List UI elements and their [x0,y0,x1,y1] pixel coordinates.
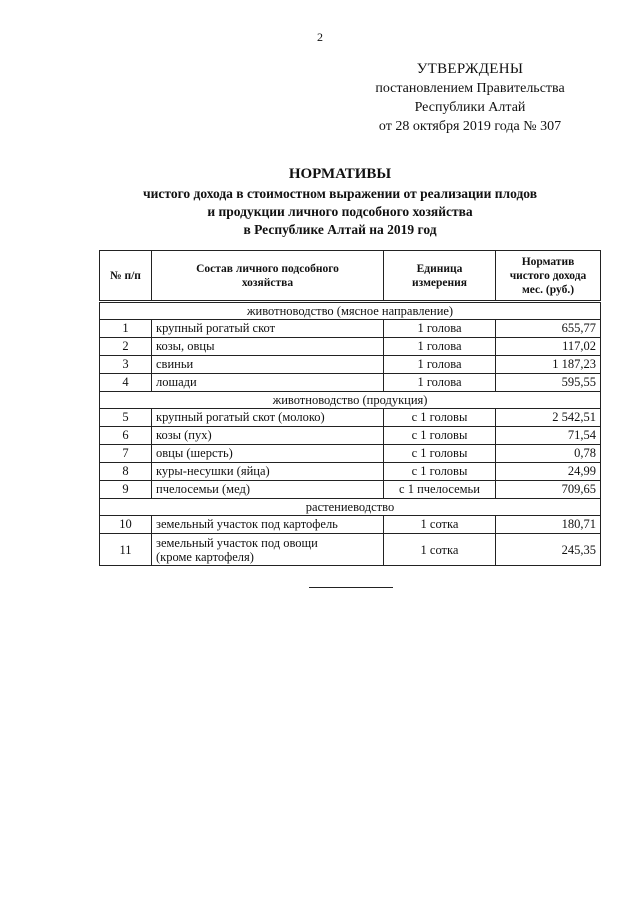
norms-table [99,250,601,566]
row-unit: с 1 головы [384,409,496,427]
header-value-line-1: Норматив [521,255,575,268]
header-value [496,251,601,302]
table-row [100,534,601,566]
end-divider [309,587,393,588]
document-subtitle-line-1: чистого дохода в стоимостном выражении от реализации плодов [142,186,537,201]
approval-line-3: от 28 октября 2019 года № 307 [378,119,562,134]
row-unit: 1 сотка [384,516,496,534]
section-row [100,392,601,409]
table-row [100,356,601,374]
row-name: пчелосемьи (мед) [152,481,384,499]
table-row [100,463,601,481]
row-value: 0,78 [496,445,601,463]
row-value: 2 542,51 [496,409,601,427]
table-header-row [100,251,601,302]
row-value: 595,55 [496,374,601,392]
row-num: 10 [100,516,152,534]
table-row [100,374,601,392]
row-name: овцы (шерсть) [152,445,384,463]
header-name-line-1: Состав личного подсобного [196,262,339,275]
row-unit: 1 голова [384,356,496,374]
document-heading [60,165,620,239]
page-number: 2 [317,30,323,44]
row-unit: 1 сотка [384,534,496,566]
row-num: 9 [100,481,152,499]
section-row [100,302,601,320]
row-num: 5 [100,409,152,427]
approval-line-1: постановлением Правительства [375,81,565,96]
section-title: растениеводство [100,499,601,516]
row-num: 11 [100,534,152,566]
row-name [152,534,384,566]
row-num: 4 [100,374,152,392]
row-name-line-1: земельный участок под овощи [156,535,318,550]
row-num: 3 [100,356,152,374]
header-value-line-3: мес. (руб.) [521,283,575,296]
document-title: НОРМАТИВЫ [288,166,392,182]
row-num: 2 [100,338,152,356]
header-unit-line-2: измерения [412,276,467,289]
header-num: № п/п [100,251,152,302]
row-unit: с 1 головы [384,445,496,463]
table-row [100,445,601,463]
row-unit: с 1 головы [384,463,496,481]
table-row [100,427,601,445]
table-row [100,481,601,499]
row-name: козы, овцы [152,338,384,356]
header-value-line-2: чистого дохода [509,269,587,282]
row-value: 180,71 [496,516,601,534]
row-num: 8 [100,463,152,481]
row-value: 655,77 [496,320,601,338]
row-name: козы (пух) [152,427,384,445]
table-row [100,320,601,338]
row-value: 71,54 [496,427,601,445]
header-unit-line-1: Единица [416,262,463,275]
table-row [100,516,601,534]
section-title: животноводство (мясное направление) [100,302,601,320]
header-unit [384,251,496,302]
row-unit: 1 голова [384,338,496,356]
table-row [100,338,601,356]
approval-title: УТВЕРЖДЕНЫ [416,61,524,77]
section-row [100,499,601,516]
row-num: 6 [100,427,152,445]
row-name: крупный рогатый скот [152,320,384,338]
row-unit: 1 голова [384,374,496,392]
row-name: свиньи [152,356,384,374]
row-unit: 1 голова [384,320,496,338]
row-value: 117,02 [496,338,601,356]
approval-block [340,60,600,136]
approval-line-2: Республики Алтай [414,100,526,115]
document-subtitle-line-2: и продукции личного подсобного хозяйства [207,204,473,219]
row-num: 1 [100,320,152,338]
row-name: крупный рогатый скот (молоко) [152,409,384,427]
row-unit: с 1 головы [384,427,496,445]
row-name: куры-несушки (яйца) [152,463,384,481]
row-name: лошади [152,374,384,392]
row-value: 709,65 [496,481,601,499]
row-name-line-2: (кроме картофеля) [156,549,254,564]
row-num: 7 [100,445,152,463]
section-title: животноводство (продукция) [100,392,601,409]
header-name [152,251,384,302]
document-subtitle-line-3: в Республике Алтай на 2019 год [243,222,437,237]
table-row [100,409,601,427]
row-value: 1 187,23 [496,356,601,374]
row-unit: с 1 пчелосемьи [384,481,496,499]
row-name: земельный участок под картофель [152,516,384,534]
row-value: 245,35 [496,534,601,566]
row-value: 24,99 [496,463,601,481]
header-name-line-2: хозяйства [241,276,294,289]
